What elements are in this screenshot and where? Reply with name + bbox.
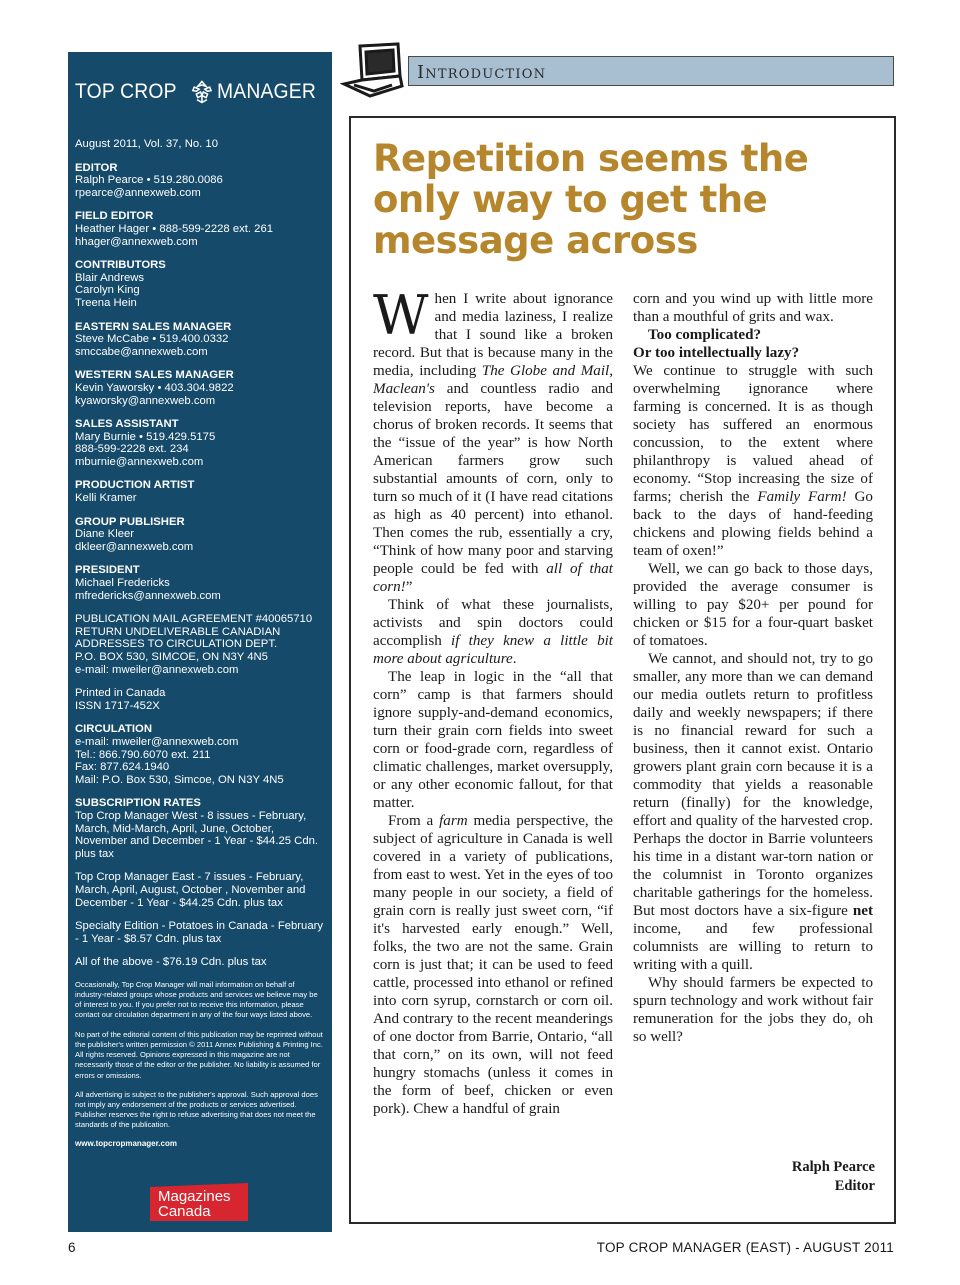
- paragraph-7: Well, we can go back to those days, provided the average consumer is willing to pay $20+ per pound for chicken or $15 for a four-quart basket of tomatoes.: [633, 561, 873, 649]
- masthead-sidebar: [68, 52, 332, 1232]
- subscription-specialty: Specialty Edition - Potatoes in Canada - February - 1 Year - $8.57 Cdn. plus tax: [75, 920, 324, 945]
- subscription-west: SUBSCRIPTION RATES Top Crop Manager West - 8 issues - February, March, Mid-March, April, June, October, November and December - 1 Year - $44.25 Cdn. plus tax: [75, 797, 319, 860]
- laptop-icon: [340, 40, 406, 98]
- staff-detail: dkleer@annexweb.com: [75, 540, 194, 553]
- article-column-1: [373, 284, 614, 1118]
- signature-title: Editor: [834, 1178, 875, 1194]
- mailing-notice: Occasionally, Top Crop Manager will mail information on behalf of industry-related groups whose products and services we believe may be of interest to you. If you prefer not to receive this information, please contact our circulation department in any of the four ways listed above.: [75, 979, 318, 1020]
- masthead-credits: [75, 138, 325, 1150]
- article-headline: Repetition seems the only way to get the message across: [373, 137, 809, 262]
- subscription-east: Top Crop Manager East - 7 issues - February, March, April, August, October , November and December - 1 Year - $44.25 Cdn. plus tax: [75, 871, 306, 909]
- leaf-logo-icon: [190, 75, 214, 109]
- magazines-canada-logo: [150, 1183, 248, 1221]
- paragraph-2: Think of what these journalists, activists and spin doctors could accomplish if they knew a little bit more about agriculture.: [373, 597, 614, 667]
- staff-detail: mfredericks@annexweb.com: [75, 589, 221, 602]
- paragraph-1: When I write about ignorance and media laziness, I realize that I sound like a broken record. But that is because many in the media, including The Globe and Mail, Maclean's and countless radio and television reports, have become a chorus of broken records. It seems that the “issue of the year” is how North American farmers grow such substantial amounts of corn, only to turn so much of it (I have read citations as high as 40 percent) into ethanol. Then comes the rub, essentially a cry, “Think of how many poor and starving people could be fed with all of that corn!”: [373, 284, 614, 595]
- staff-role: FIELD EDITOR: [75, 210, 154, 223]
- staff-role: EASTERN SALES MANAGER: [75, 320, 232, 333]
- running-footer: TOP CROP MANAGER (EAST) - AUGUST 2011: [596, 1240, 894, 1255]
- magazines-canada-line1: Magazines: [158, 1188, 231, 1205]
- staff-block: [75, 210, 325, 248]
- printed-in: Printed in Canada ISSN 1717-452X: [75, 687, 166, 712]
- paragraph-6: We continue to struggle with such overwhelming ignorance where farming is concerned. It is as though society has suffered an enormous concussion, to the extent where philanthropy is valued ahead of economy. “Stop increasing the size of farms; cherish the Family Farm! Go back to the days of hand-feeding chickens and plowing fields behind a team of oxen!”: [633, 363, 873, 559]
- magazines-canada-line2: Canada: [158, 1203, 211, 1220]
- signature-name: Ralph Pearce: [791, 1159, 875, 1175]
- staff-block: [75, 259, 325, 309]
- issue-date: August 2011, Vol. 37, No. 10: [75, 138, 218, 150]
- paragraph-3: The leap in logic in the “all that corn” camp is that farmers should ignore supply-and-demand economics, turn their grain corn fields into sweet corn or food-grade corn, regardless of climatic challenges, market oversupply, or any other economic fallout, for that matter.: [373, 669, 613, 811]
- staff-role: EDITOR: [75, 161, 118, 174]
- staff-detail: Treena Hein: [75, 296, 137, 309]
- staff-detail: Carolyn King: [75, 284, 140, 297]
- staff-role: GROUP PUBLISHER: [75, 515, 185, 528]
- page-number: 6: [68, 1240, 76, 1255]
- copyright-notice: No part of the editorial content of this publication may be reprinted without the publisher's written permission © 2011 Annex Publishing & Printing Inc. All rights reserved. Opinions expressed in this magazine are not necessarily those of the editor or the publisher. No liability is assumed for errors or omissions.: [75, 1029, 323, 1080]
- staff-detail: Heather Hager • 888-599-2228 ext. 261: [75, 222, 274, 235]
- staff-detail: mburnie@annexweb.com: [75, 455, 204, 468]
- advertising-notice: All advertising is subject to the publisher's approval. Such approval does not imply any endorsement of the products or services advertised. Publisher reserves the right to refuse advertising that does not meet the standards of the publication.: [75, 1089, 318, 1130]
- staff-block: [75, 321, 325, 359]
- circulation-block: CIRCULATION e-mail: mweiler@annexweb.com Tel.: 866.790.6070 ext. 211 Fax: 877.624.1940 Mail: P.O. Box 530, Simcoe, ON N3Y 4N5: [75, 723, 284, 786]
- staff-detail: Kelli Kramer: [75, 492, 137, 505]
- staff-detail: Kevin Yaworsky • 403.304.9822: [75, 381, 234, 394]
- top-crop-manager-logo: [75, 74, 325, 110]
- staff-detail: Ralph Pearce • 519.280.0086: [75, 174, 223, 187]
- staff-detail: Blair Andrews: [75, 271, 145, 284]
- staff-detail: Diane Kleer: [75, 528, 135, 541]
- logo-text-left: TOP CROP: [75, 80, 177, 103]
- staff-detail: rpearce@annexweb.com: [75, 186, 201, 199]
- staff-detail: kyaworsky@annexweb.com: [75, 394, 216, 407]
- logo-text-right: MANAGER: [217, 80, 317, 103]
- subscription-all: All of the above - $76.19 Cdn. plus tax: [75, 956, 267, 969]
- staff-block: [75, 479, 325, 504]
- drop-cap: W: [373, 284, 429, 347]
- paragraph-8: We cannot, and should not, try to go smaller, any more than we can demand our media outlets return to profitless daily and weekly newspapers; if there is no financial reward for such a business, then it cannot exist. Ontario growers plant grain corn because it is a commodity that yields a reasonable return (finally) for the knowledge, effort and quality of the harvested crop. Perhaps the doctor in Barrie volunteers his time in a distant war-torn nation or the columnist in Toronto organizes charitable gatherings for the homeless. But most doctors have a six-figure net income, and few professional columnists are willing to return to writing with a quill.: [633, 651, 873, 973]
- paragraph-9: Why should farmers be expected to spurn technology and work without fair remuneration for the jobs they do, oh so well?: [633, 975, 873, 1045]
- paragraph-4: From a farm media perspective, the subject of agriculture in Canada is well covered in a variety of publications, from east to west. Yet in the eyes of too many people in our society, a field of grain corn is really just sweet corn, “if it's harvested early enough.” Well, folks, the two are not the same. Grain corn is just that; it can be used to feed cattle, processed into ethanol or refined into corn syrup, cornstarch or corn oil. And contrary to the recent meanderings of one doctor from Barrie, Ontario, “all that corn,” on its own, will not feed hungry stomachs (unless it comes in the form of beef, chicken or even pork). Chew a handful of grain: [373, 813, 613, 1117]
- paragraph-5: corn and you wind up with little more than a mouthful of grits and wax.: [633, 291, 873, 325]
- publication-agreement: PUBLICATION MAIL AGREEMENT #40065710 RETURN UNDELIVERABLE CANADIAN ADDRESSES TO CIRCULATION DEPT. P.O. BOX 530, SIMCOE, ON N3Y 4N5 e-mail: mweiler@annexweb.com: [75, 613, 313, 676]
- staff-detail: Mary Burnie • 519.429.5175: [75, 430, 216, 443]
- staff-list: [75, 162, 325, 603]
- staff-block: [75, 516, 325, 554]
- section-band: [408, 56, 894, 86]
- staff-role: PRODUCTION ARTIST: [75, 479, 195, 492]
- website-link[interactable]: www.topcropmanager.com: [75, 1138, 177, 1148]
- staff-block: [75, 564, 325, 602]
- staff-detail: smccabe@annexweb.com: [75, 345, 208, 358]
- staff-block: [75, 369, 325, 407]
- staff-block: [75, 162, 325, 200]
- staff-detail: Steve McCabe • 519.400.0332: [75, 333, 229, 346]
- staff-detail: 888-599-2228 ext. 234: [75, 443, 189, 456]
- article-column-2: [633, 290, 873, 1046]
- staff-role: CONTRIBUTORS: [75, 259, 166, 272]
- subhead: Too complicated? Or too intellectually lazy?: [633, 327, 800, 361]
- staff-role: SALES ASSISTANT: [75, 418, 179, 431]
- staff-block: [75, 418, 325, 468]
- section-title: Introduction: [417, 62, 547, 83]
- staff-detail: hhager@annexweb.com: [75, 235, 198, 248]
- staff-detail: Michael Fredericks: [75, 577, 170, 590]
- signature: [633, 1158, 875, 1196]
- staff-role: WESTERN SALES MANAGER: [75, 369, 234, 382]
- staff-role: PRESIDENT: [75, 564, 140, 577]
